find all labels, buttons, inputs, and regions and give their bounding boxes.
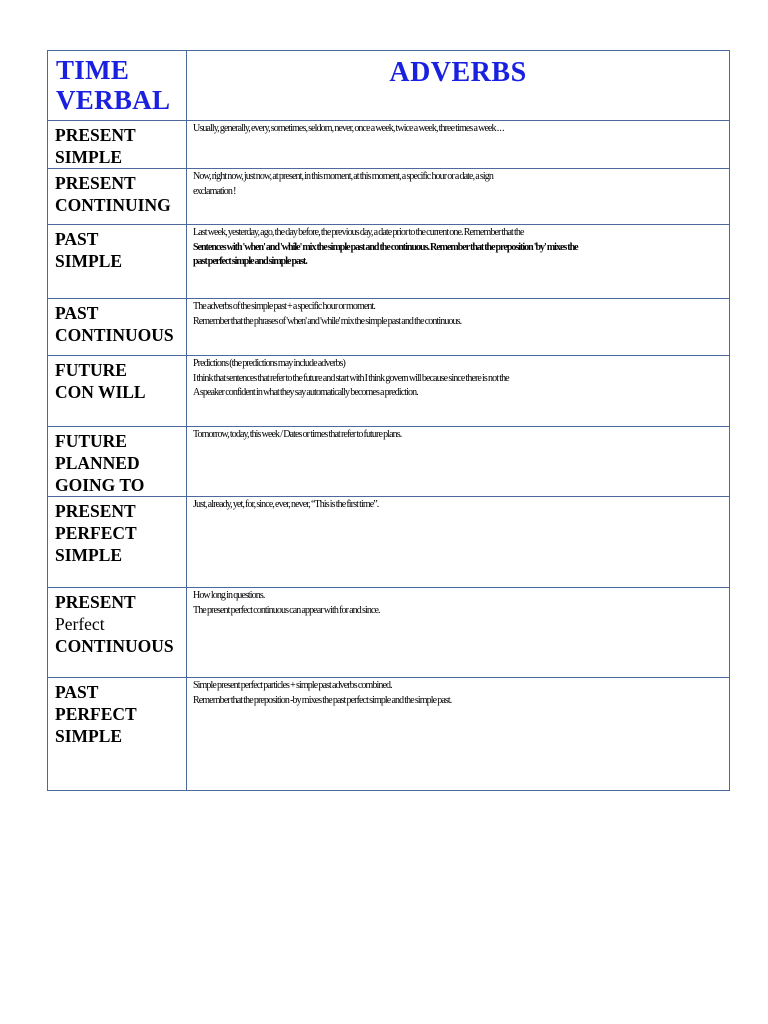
tense-word: CONTINUOUS bbox=[55, 636, 174, 656]
table-row bbox=[48, 225, 730, 299]
tense-word: Perfect bbox=[55, 614, 105, 634]
adverbs-present-continuing bbox=[187, 169, 729, 199]
header-time-verbal: TIME VERBAL bbox=[56, 55, 171, 115]
table-row bbox=[48, 427, 730, 497]
adverb-line: exclamation ! bbox=[193, 185, 236, 197]
adverb-line: Usually, generally, every, sometimes, seldom, never, once a week, twice a week, three times a week . . . bbox=[193, 123, 504, 134]
table-row bbox=[48, 169, 730, 225]
tense-past-perfect-simple: PAST PERFECT SIMPLE bbox=[55, 682, 137, 746]
adverb-line: Now, right now, just now, at present, in this moment, at this moment, a specific hour or a date, a sign bbox=[193, 171, 494, 182]
adverbs-past-perfect-simple bbox=[187, 678, 729, 708]
tense-past-simple: PAST SIMPLE bbox=[55, 229, 123, 271]
tense-word: PRESENT bbox=[55, 592, 136, 612]
tense-present-perfect-simple: PRESENT PERFECT SIMPLE bbox=[55, 501, 137, 565]
adverbs-present-perfect-continuous bbox=[187, 588, 729, 618]
adverb-line: past perfect simple and simple past. bbox=[193, 256, 307, 267]
tense-present-continuing: PRESENT CONTINUING bbox=[55, 173, 171, 215]
table-row bbox=[48, 497, 730, 588]
adverb-line: Remember that the phrases of 'when' and 'while' mix the simple past and the continuous. bbox=[193, 315, 462, 327]
adverbs-present-simple bbox=[187, 121, 729, 137]
adverb-line: The adverbs of the simple past + a specific hour or moment. bbox=[193, 301, 375, 312]
adverb-line: I think that sentences that refer to the future and start with I think govern will because since there is not the bbox=[193, 372, 509, 384]
adverb-line: Sentences with 'when' and 'while' mix the simple past and the continuous. Remember that the preposition 'by' mixes the bbox=[193, 241, 578, 253]
adverbs-future-con-will bbox=[187, 356, 729, 401]
adverbs-future-planned bbox=[187, 427, 729, 443]
adverb-line: How long in questions. bbox=[193, 590, 265, 601]
adverbs-past-simple bbox=[187, 225, 729, 270]
adverb-line: Just, already, yet, for, since, ever, never, “This is the first time”. bbox=[193, 499, 379, 510]
table-row bbox=[48, 588, 730, 678]
tense-future-planned-going-to: FUTURE PLANNED GOING TO bbox=[55, 431, 145, 495]
header-row bbox=[48, 51, 730, 121]
adverbs-present-perfect-simple bbox=[187, 497, 729, 513]
table-row bbox=[48, 356, 730, 427]
adverbs-past-continuous bbox=[187, 299, 729, 329]
adverb-line: Last week, yesterday, ago, the day before, the previous day, a date prior to the current one. Remember that the bbox=[193, 227, 524, 238]
header-adverbs: ADVERBS bbox=[389, 57, 527, 88]
table-row bbox=[48, 678, 730, 791]
tense-present-perfect-continuous bbox=[48, 588, 186, 657]
adverb-line: Predictions (the predictions may include adverbs) bbox=[193, 358, 345, 369]
tenses-adverbs-table bbox=[47, 50, 730, 791]
adverb-line: Remember that the preposition -by mixes the past perfect simple and the simple past. bbox=[193, 694, 452, 706]
adverb-line: A speaker confident in what they say automatically becomes a prediction. bbox=[193, 387, 418, 398]
tense-present-simple: PRESENT SIMPLE bbox=[55, 125, 136, 167]
adverb-line: The present perfect continuous can appear with for and since. bbox=[193, 604, 380, 616]
tense-past-continuous: PAST CONTINUOUS bbox=[55, 303, 174, 345]
table-row bbox=[48, 121, 730, 169]
adverb-line: Tomorrow, today, this week / Dates or times that refer to future plans. bbox=[193, 429, 402, 440]
adverb-line: Simple present perfect particles + simple past adverbs combined. bbox=[193, 680, 392, 691]
table-row bbox=[48, 299, 730, 356]
tense-future-con-will: FUTURE CON WILL bbox=[55, 360, 146, 402]
